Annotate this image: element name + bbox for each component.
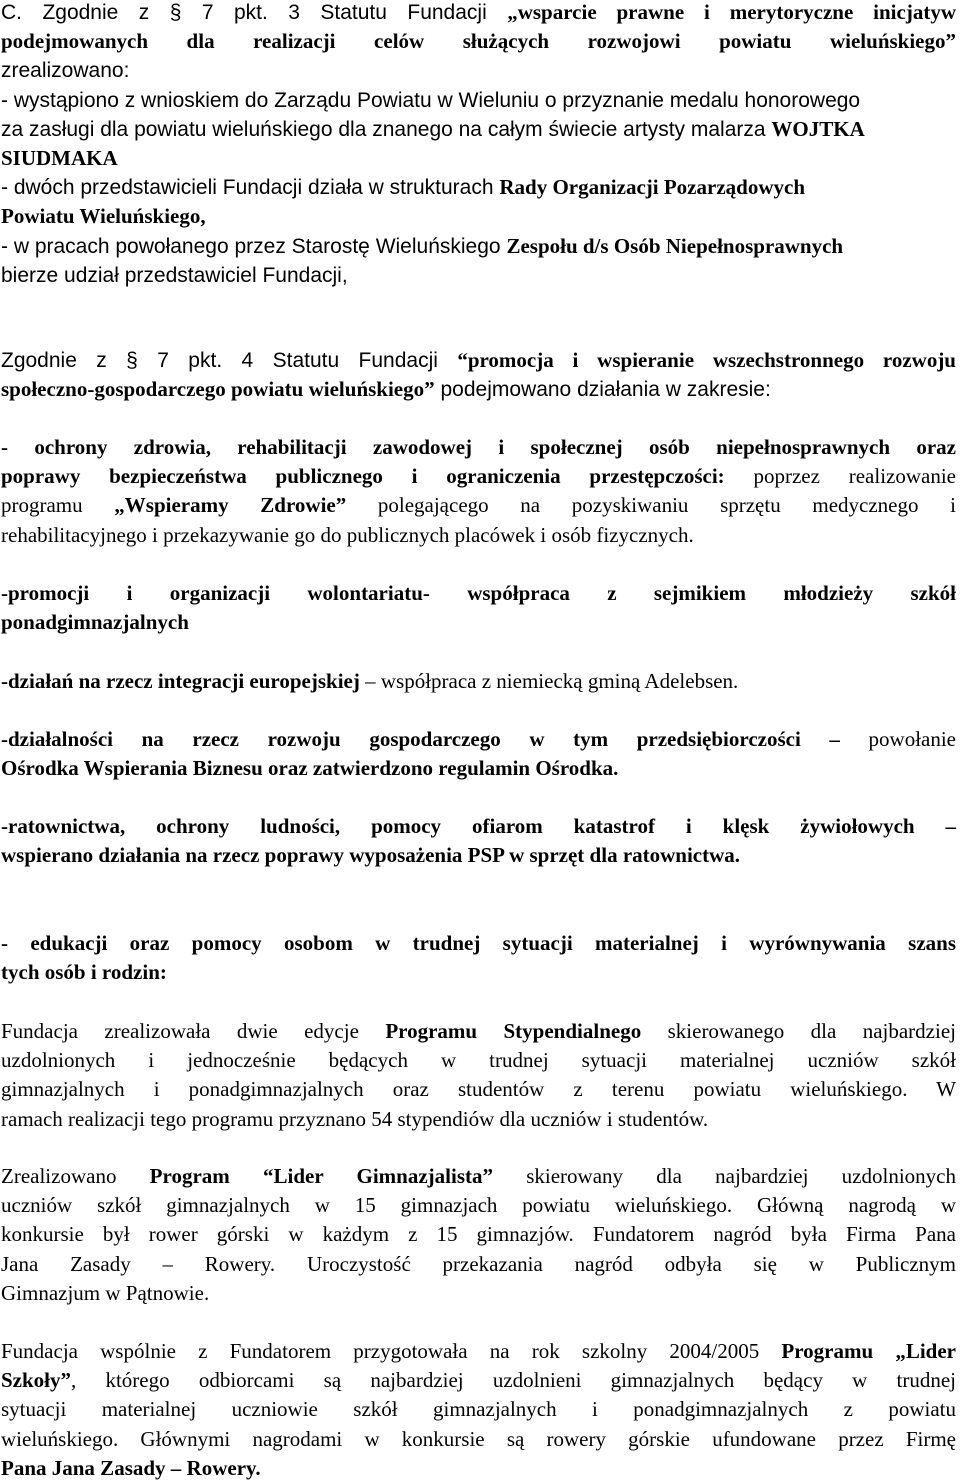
paragraph-leader-szkoly <box>1 1337 956 1483</box>
europe-text: – współpraca z niemiecką gminą Adelebsen. <box>359 669 739 693</box>
leader-intro: Zrealizowano <box>1 1164 150 1188</box>
scholarship-intro: Fundacja zrealizowała dwie edycje <box>1 1019 386 1043</box>
scholarship-line-3: gimnazjalnych i ponadgimnazjalnych oraz studentów z terenu powiatu wieluńskiego. W <box>1 1077 956 1102</box>
statute-3-goal: „wsparcie prawne i merytoryczne inicjatyw <box>507 0 956 24</box>
health-heading-cont: poprawy bezpieczeństwa publicznego i ograniczenia przestępczości: <box>1 464 725 489</box>
rescue-heading-cont: wspierano działania na rzecz poprawy wyposażenia PSP w sprzęt dla ratownictwa. <box>1 843 741 868</box>
leader-program-name: Program “Lider Gimnazjalista” <box>149 1164 493 1188</box>
statute-3-goal-cont: podejmowanych dla realizacji celów służących rozwojowi powiatu wieluńskiego” <box>1 29 956 54</box>
statute-3-item-1-cont: za zasługi dla powiatu wieluńskiego dla znanego na całym świecie artysty malarza <box>1 117 772 141</box>
school-leader-intro: Fundacja wspólnie z Fundatorem przygotowała na rok szkolny 2004/2005 <box>1 1339 782 1363</box>
paragraph-europe <box>1 667 956 696</box>
artist-name: WOJTKA <box>771 116 865 141</box>
scholarship-program-name: Programu Stypendialnego <box>385 1019 642 1043</box>
scholarship-line-2: uzdolnionych i jednocześnie będących w trudnej sytuacji materialnej uczniów szkół <box>1 1048 956 1073</box>
scholarship-desc: skierowanego dla najbardziej <box>641 1019 956 1043</box>
leader-line-2: uczniów szkół gimnazjalnych w 15 gimnazjach powiatu wieluńskiego. Główną nagrodą w <box>1 1193 956 1218</box>
paragraph-scholarship <box>1 1017 956 1134</box>
paragraph-health <box>1 433 956 550</box>
statute-4-intro: Zgodnie z § 7 pkt. 4 Statutu Fundacji <box>1 349 458 372</box>
school-leader-desc: , którego odbiorcami są najbardziej uzdolnieni gimnazjalnych będący w trudnej <box>71 1368 956 1393</box>
council-name: Rady Organizacji Pozarządowych <box>499 175 805 200</box>
school-leader-line-3: sytuacji materialnej uczniowie szkół gimnazjalnych i ponadgimnazjalnych z powiatu <box>1 1397 956 1422</box>
economy-text: powołanie <box>839 727 957 751</box>
paragraph-education <box>1 929 956 987</box>
statute-3-realized: zrealizowano: <box>1 59 130 83</box>
leader-desc: skierowany dla najbardziej uzdolnionych <box>493 1164 956 1188</box>
leader-line-5: Gimnazjum w Pątnowie. <box>1 1280 210 1305</box>
statute-3-item-3-cont: bierze udział przedstawiciel Fundacji, <box>1 263 348 287</box>
leader-line-4: Jana Zasady – Rowery. Uroczystość przekazania nagród odbyła się w Publicznym <box>1 1251 956 1276</box>
statute-4-goal: “promocja i wspieranie wszechstronnego rozwoju <box>457 348 956 372</box>
education-heading: - edukacji oraz pomocy osobom w trudnej sytuacji materialnej i wyrównywania szans <box>1 931 956 955</box>
statute-3-item-2: - dwóch przedstawicieli Fundacji działa w strukturach <box>1 176 500 200</box>
paragraph-statute-4 <box>1 346 956 404</box>
statute-3-item-3: - w pracach powołanego przez Starostę Wieluńskiego <box>1 234 507 258</box>
health-text: poprzez realizowanie <box>724 464 956 489</box>
statute-3-item-1: - wystąpiono z wnioskiem do Zarządu Powiatu w Wieluniu o przyznanie medalu honorowego <box>1 88 861 112</box>
leader-line-3: konkursie był rower górski w każdym z 15 gimnazjów. Fundatorem nagród była Firma Pana <box>1 1222 956 1247</box>
economy-heading: -działalności na rzecz rozwoju gospodarczego w tym przedsiębiorczości – <box>1 727 840 751</box>
volunteering-heading-cont: ponadgimnazjalnych <box>1 610 189 635</box>
education-heading-cont: tych osób i rodzin: <box>1 960 167 985</box>
economy-text-cont: Ośrodka Wspierania Biznesu oraz zatwierdzono regulamin Ośrodka. <box>1 756 619 781</box>
health-program-desc: polegającego na pozyskiwaniu sprzętu medycznego i <box>346 493 956 518</box>
school-leader-sponsor: Pana Jana Zasady – Rowery. <box>1 1455 261 1480</box>
statute-3-intro: C. Zgodnie z § 7 pkt. 3 Statutu Fundacji <box>1 1 508 24</box>
scholarship-line-4: ramach realizacji tego programu przyznano 54 stypendiów dla uczniów i studentów. <box>1 1106 709 1131</box>
volunteering-heading: -promocji i organizacji wolontariatu- współpraca z sejmikiem młodzieży szkół <box>1 581 956 605</box>
health-program-name: „Wspieramy Zdrowie” <box>114 493 347 518</box>
health-program-desc-cont: rehabilitacyjnego i przekazywanie go do publicznych placówek i osób fizycznych. <box>1 522 694 547</box>
team-name: Zespołu d/s Osób Niepełnosprawnych <box>506 233 844 258</box>
health-program-intro: programu <box>1 493 115 518</box>
rescue-heading: -ratownictwa, ochrony ludności, pomocy ofiarom katastrof i klęsk żywiołowych – <box>1 814 956 838</box>
statute-4-scope: podejmowano działania w zakresie: <box>434 378 771 402</box>
school-leader-program-name-cont: Szkoły” <box>1 1368 72 1393</box>
school-leader-line-4: wieluńskiego. Głównymi nagrodami w konkursie są rowery górskie ufundowane przez Firmę <box>1 1426 956 1451</box>
health-heading: - ochrony zdrowia, rehabilitacji zawodowej i społecznej osób niepełnosprawnych oraz <box>1 435 956 459</box>
statute-4-goal-cont: społeczno-gospodarczego powiatu wieluńskiego” <box>1 377 435 402</box>
school-leader-program-name: Programu „Lider <box>781 1339 956 1363</box>
paragraph-statute-3 <box>1 0 956 290</box>
paragraph-rescue <box>1 812 956 870</box>
paragraph-economy <box>1 725 956 783</box>
paragraph-leader-gimnazjalista <box>1 1162 956 1308</box>
artist-name-cont: SIUDMAKA <box>1 146 118 171</box>
council-name-cont: Powiatu Wieluńskiego, <box>1 204 206 229</box>
europe-heading: -działań na rzecz integracji europejskiej <box>1 669 360 693</box>
paragraph-volunteering <box>1 579 956 637</box>
